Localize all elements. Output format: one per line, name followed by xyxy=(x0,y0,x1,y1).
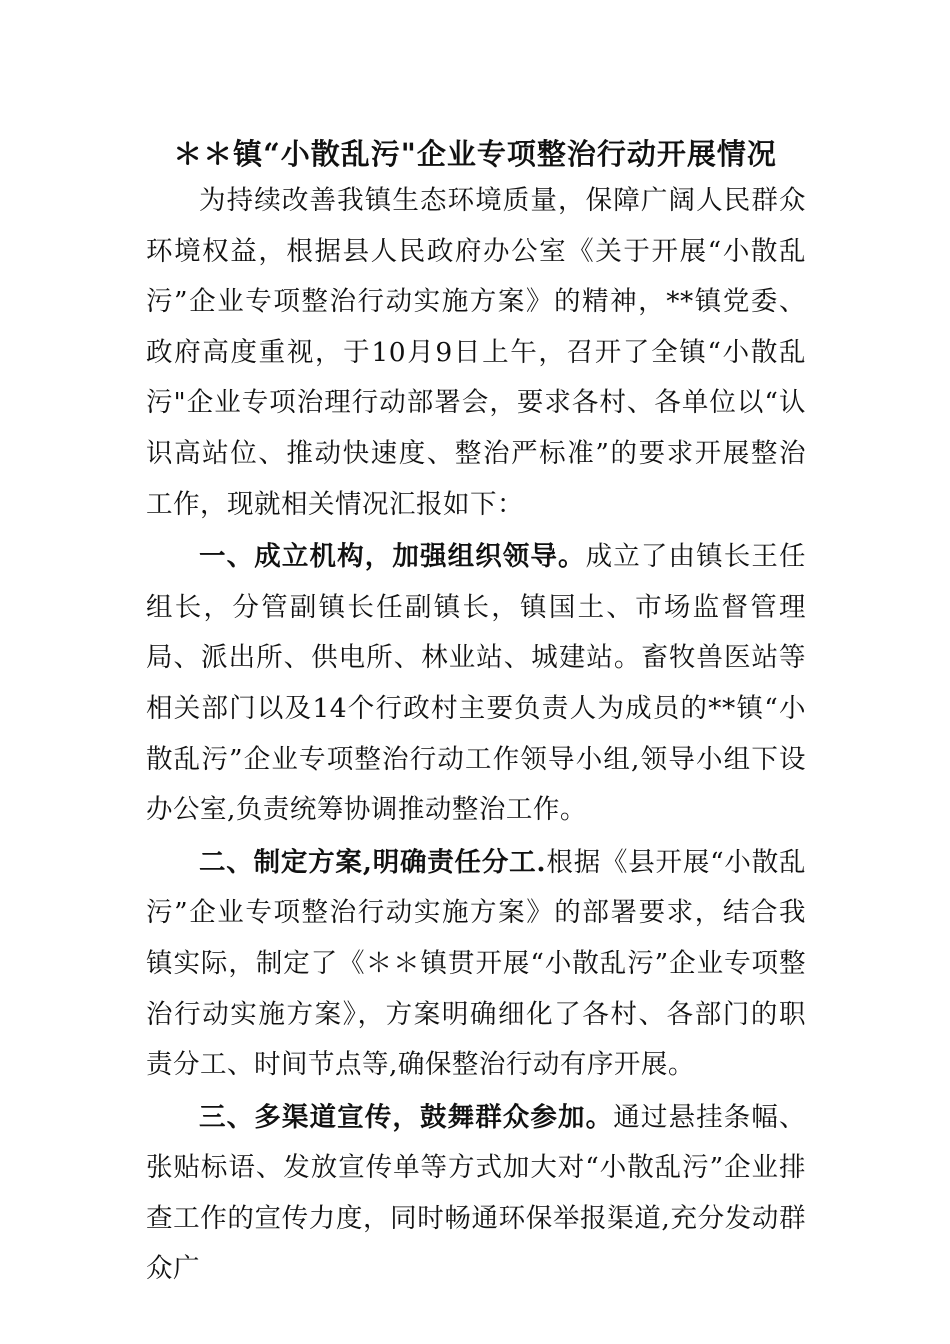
section-heading-2: 二、制定方案,明确责任分工. xyxy=(199,846,547,878)
section-heading-3: 三、多渠道宣传，鼓舞群众参加。 xyxy=(199,1101,614,1133)
section-text-3: 通过悬挂条幅、张贴标语、发放宣传单等方式加大对“小散乱污”企业排查工作的宣传力度，同时畅通环保举报渠道,充分发动群众广 xyxy=(146,1101,807,1285)
document-body xyxy=(146,176,806,1295)
section-paragraph-2 xyxy=(146,838,806,1091)
document-title: ＊＊镇“小散乱污"企业专项整治行动开展情况 xyxy=(173,137,777,171)
section-text-1: 成立了由镇长王任组长，分管副镇长任副镇长，镇国土、市场监督管理局、派出所、供电所、林业站、城建站。畜牧兽医站等相关部门以及14个行政村主要负责人为成员的**镇“小散乱污”企业专项整治行动工作领导小组,领导小组下设办公室,负责统筹协调推动整治工作。 xyxy=(146,541,807,826)
section-paragraph-3 xyxy=(146,1093,806,1295)
section-paragraph-1 xyxy=(146,532,806,836)
intro-paragraph: 为持续改善我镇生态环境质量，保障广阔人民群众环境权益，根据县人民政府办公室《关于开展“小散乱污”企业专项整治行动实施方案》的精神，**镇党委、政府高度重视，于10月9日上午，召开了全镇“小散乱污"企业专项治理行动部署会，要求各村、各单位以“认识高站位、推动快速度、整治严标准”的要求开展整治工作，现就相关情况汇报如下： xyxy=(146,185,806,520)
section-text-2: 根据《县开展“小散乱污”企业专项整治行动实施方案》的部署要求，结合我镇实际，制定了《＊＊镇贯开展“小散乱污”企业专项整治行动实施方案》，方案明确细化了各村、各部门的职责分工、时间节点等,确保整治行动有序开展。 xyxy=(146,846,806,1081)
section-heading-1: 一、成立机构，加强组织领导。 xyxy=(199,541,586,573)
